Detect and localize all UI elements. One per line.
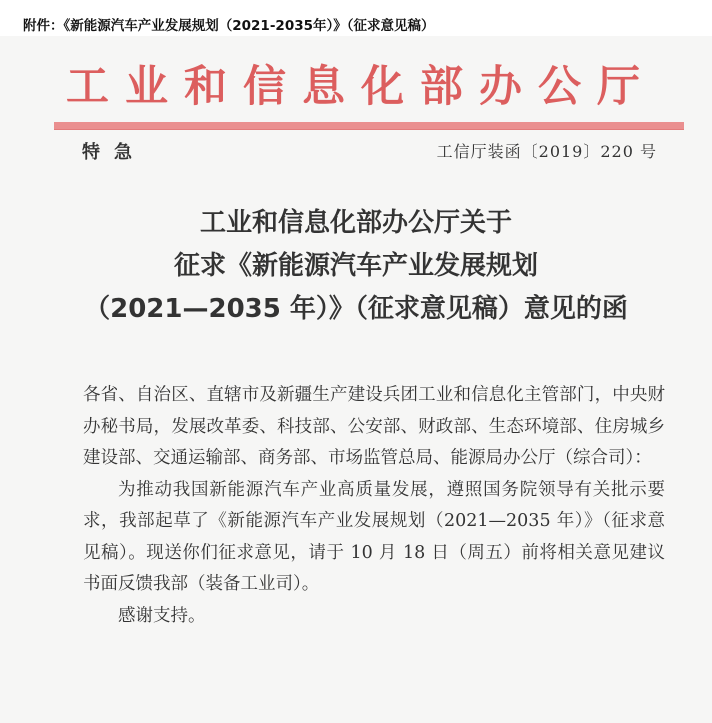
title-line-2: 征求《新能源汽车产业发展规划 xyxy=(173,251,538,281)
letterhead-title: 工业和信息化部办公厅 xyxy=(66,62,656,112)
attachment-note: 附件：《新能源汽车产业发展规划（2021-2035年）》（征求意见稿） xyxy=(23,18,435,34)
red-divider-rule xyxy=(54,122,684,130)
title-line-1: 工业和信息化部办公厅关于 xyxy=(199,208,512,238)
closing-line: 感谢支持。 xyxy=(118,605,206,626)
document-number: 工信厅装函〔2019〕220 号 xyxy=(436,142,657,161)
main-paragraph: 为推动我国新能源汽车产业高质量发展，遵照国务院领导有关批示要求，我部起草了《新能源汽车产业发展规划（2021—2035 年）》（征求意见稿）。现送你们征求意见，请于 10 月 18 日（周五）前将相关意见建议书面反馈我部（装备工业司）。 xyxy=(83,479,665,594)
recipients-paragraph: 各省、自治区、直辖市及新疆生产建设兵团工业和信息化主管部门，中央财办秘书局，发展改革委、科技部、公安部、财政部、生态环境部、住房城乡建设部、交通运输部、商务部、市场监管总局、能源局办公厅（综合司）： xyxy=(83,385,665,468)
document-title xyxy=(0,202,712,331)
title-line-3: （2021—2035 年）》（征求意见稿）意见的函 xyxy=(84,294,628,324)
letter-body xyxy=(83,380,665,632)
urgency-label: 特急 xyxy=(82,142,146,163)
